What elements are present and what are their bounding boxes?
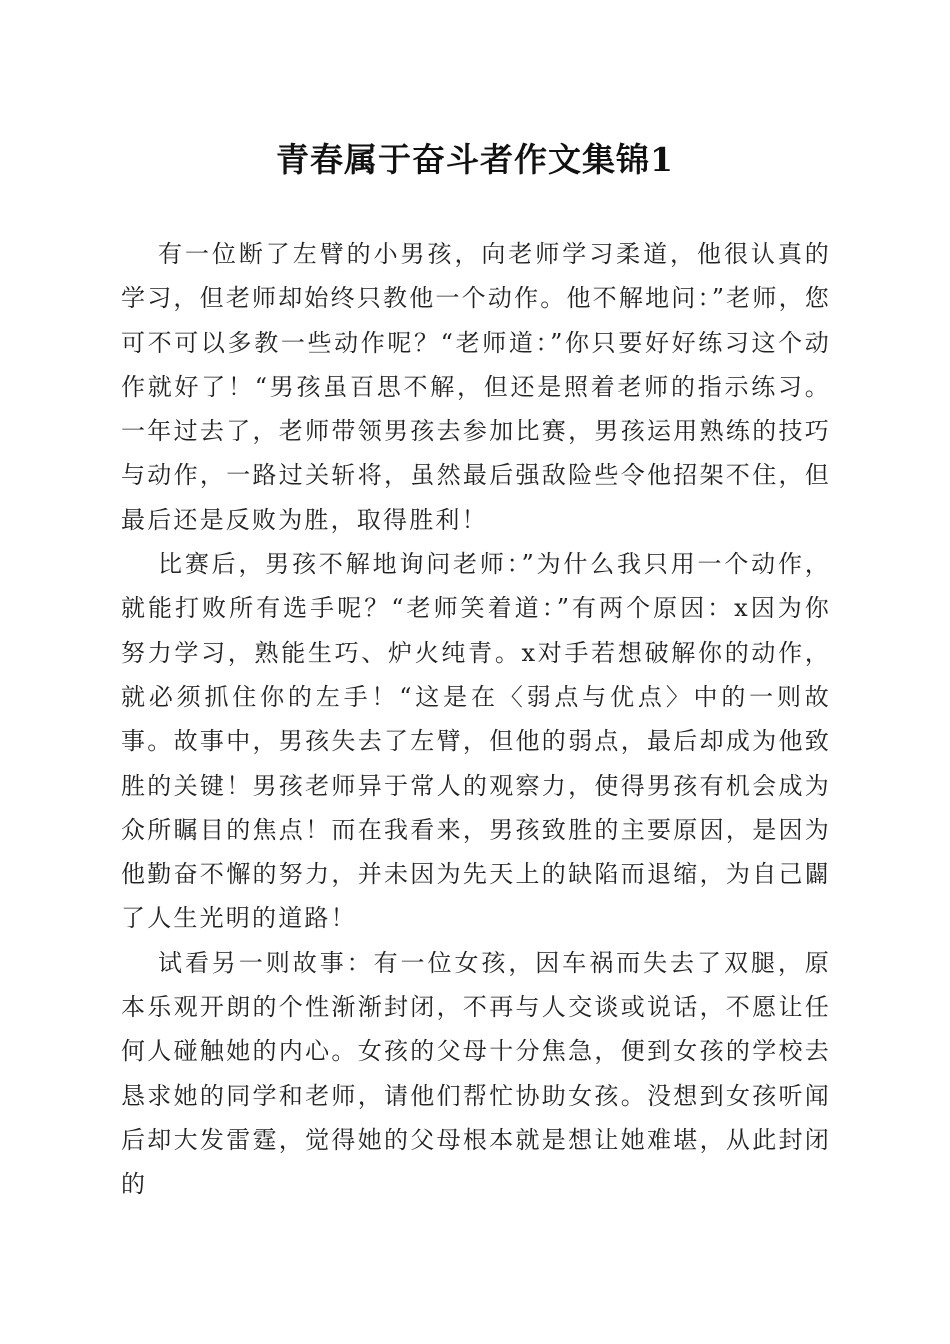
paragraph-1: 有一位断了左臂的小男孩，向老师学习柔道，他很认真的学习，但老师却始终只教他一个动作。他不解地问：”老师，您可不可以多教一些动作呢？“老师道：”你只要好好练习这个动作就好了！“男孩虽百思不解，但还是照着老师的指示练习。一年过去了，老师带领男孩去参加比赛，男孩运用熟练的技巧与动作，一路过关斩将，虽然最后强敌险些令他招架不住，但最后还是反败为胜，取得胜利！ <box>121 240 831 534</box>
document-title: 青春属于奋斗者作文集锦1 <box>276 140 674 179</box>
paragraph-3: 试看另一则故事：有一位女孩，因车祸而失去了双腿，原本乐观开朗的个性渐渐封闭，不再与人交谈或说话，不愿让任何人碰触她的内心。女孩的父母十分焦急，便到女孩的学校去恳求她的同学和老师，请他们帮忙协助女孩。没想到女孩听闻后却大发雷霆，觉得她的父母根本就是想让她难堪，从此封闭的 <box>121 948 831 1199</box>
document-body <box>121 232 831 1207</box>
paragraph-2: 比赛后，男孩不解地询问老师：”为什么我只用一个动作，就能打败所有选手呢？“老师笑着道：”有两个原因：x因为你努力学习，熟能生巧、炉火纯青。x对手若想破解你的动作，就必须抓住你的左手！“这是在〈弱点与优点〉中的一则故事。故事中，男孩失去了左臂，但他的弱点，最后却成为他致胜的关键！男孩老师异于常人的观察力，使得男孩有机会成为众所瞩目的焦点！而在我看来，男孩致胜的主要原因，是因为他勤奋不懈的努力，并未因为先天上的缺陷而退缩，为自己闢了人生光明的道路！ <box>121 550 831 933</box>
